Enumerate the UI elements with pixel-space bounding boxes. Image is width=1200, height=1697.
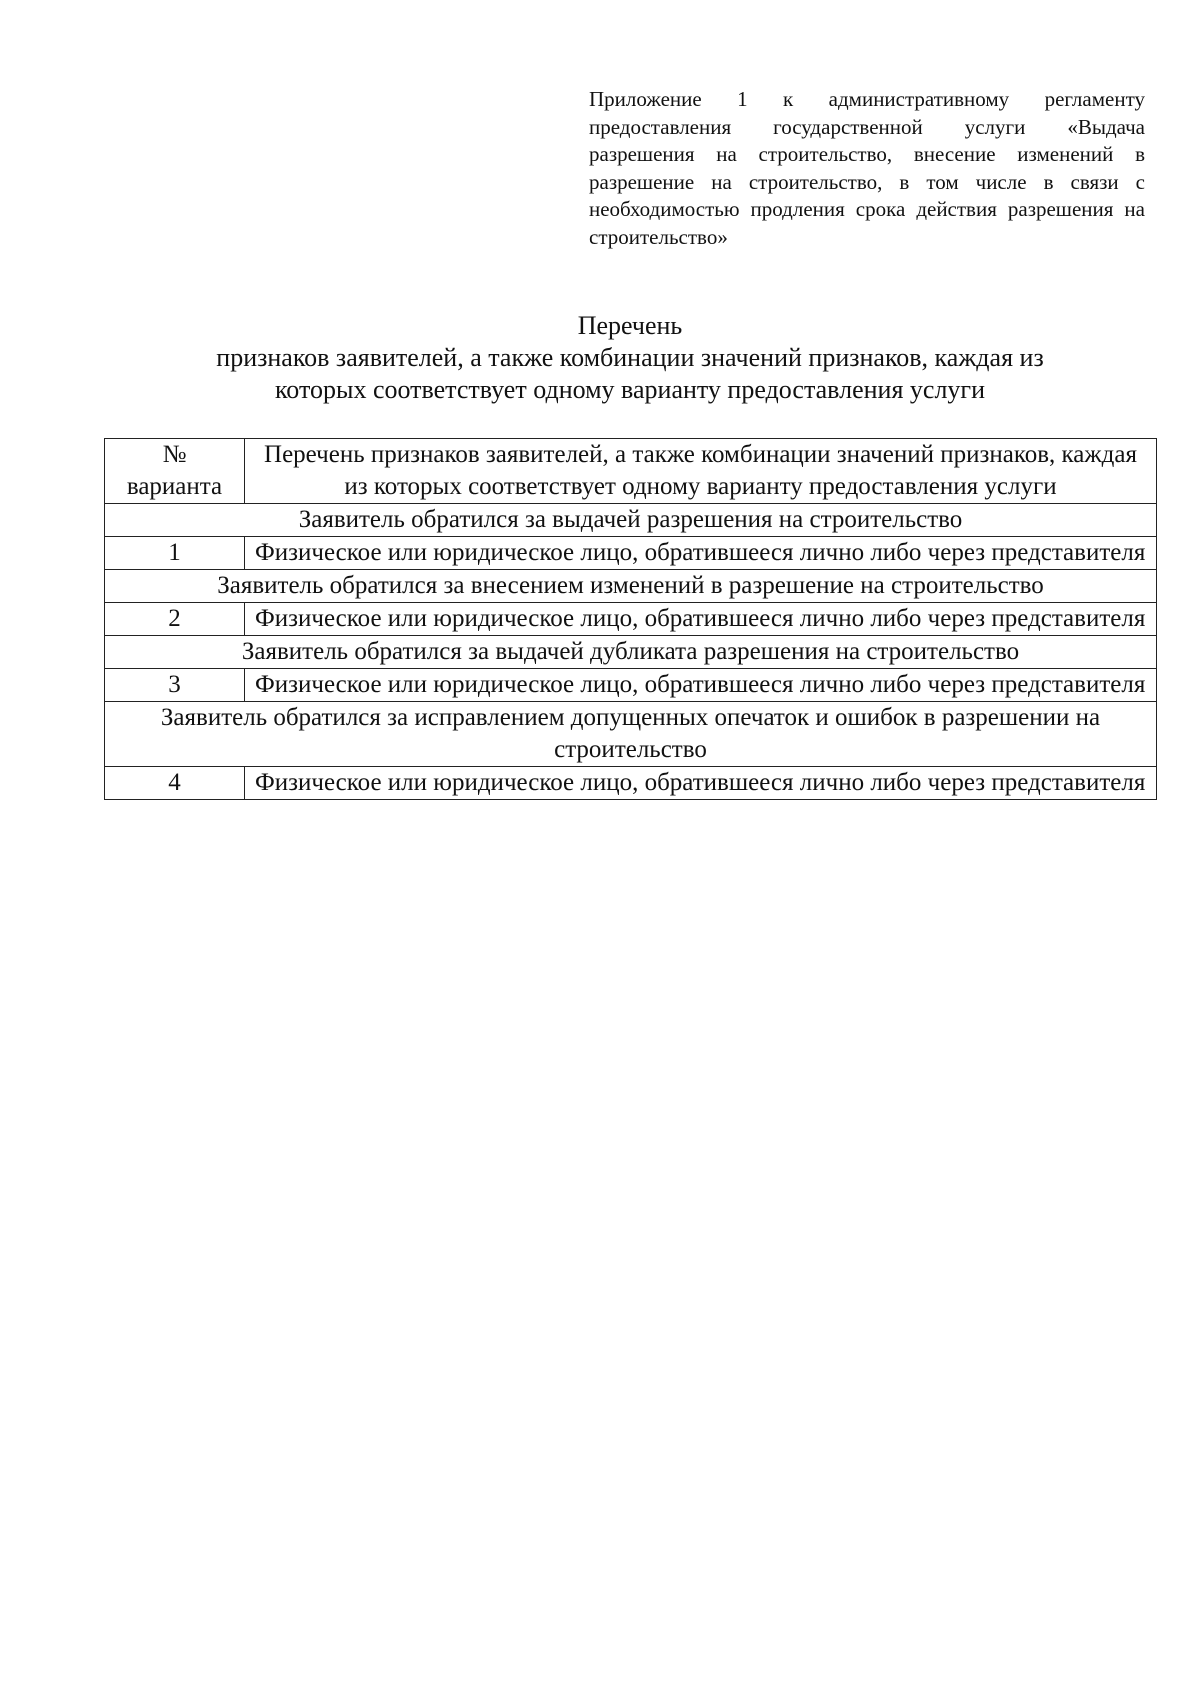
header-number-cell: № варианта [105,439,245,504]
variant-number: 2 [105,603,245,636]
group-row-3 [105,636,1157,669]
group-title: Заявитель обратился за исправлением допущенных опечаток и ошибок в разрешении на строительство [105,702,1157,767]
variant-row-4 [105,767,1157,800]
heading-subtitle-line-2: которых соответствует одному варианту предоставления услуги [275,375,985,404]
table-header-row [105,439,1157,504]
variants-table [104,438,1157,800]
variant-row-1 [105,537,1157,570]
group-title: Заявитель обратился за выдачей разрешения на строительство [105,504,1157,537]
variant-description: Физическое или юридическое лицо, обратившееся лично либо через представителя [245,669,1157,702]
heading-title: Перечень [577,311,683,340]
group-title: Заявитель обратился за внесением изменений в разрешение на строительство [105,570,1157,603]
variant-row-2 [105,603,1157,636]
group-row-1 [105,504,1157,537]
variant-row-3 [105,669,1157,702]
document-heading [0,310,1200,406]
header-description-cell: Перечень признаков заявителей, а также комбинации значений признаков, каждая из которых соответствует одному варианту предоставления услуги [245,439,1157,504]
group-title: Заявитель обратился за выдачей дубликата разрешения на строительство [105,636,1157,669]
appendix-text: Приложение 1 к административному регламенту предоставления государственной услуги «Выдача разрешения на строительство, внесение изменений в разрешение на строительство, в том числе в связи с необходимостью продления срока действия разрешения на строительство» [589,87,1145,249]
group-row-4 [105,702,1157,767]
variant-number: 3 [105,669,245,702]
variant-number: 1 [105,537,245,570]
variant-description: Физическое или юридическое лицо, обратившееся лично либо через представителя [245,537,1157,570]
heading-subtitle-line-1: признаков заявителей, а также комбинации значений признаков, каждая из [216,343,1044,372]
group-row-2 [105,570,1157,603]
variant-description: Физическое или юридическое лицо, обратившееся лично либо через представителя [245,767,1157,800]
appendix-note [589,86,1145,251]
variant-number: 4 [105,767,245,800]
variant-description: Физическое или юридическое лицо, обратившееся лично либо через представителя [245,603,1157,636]
